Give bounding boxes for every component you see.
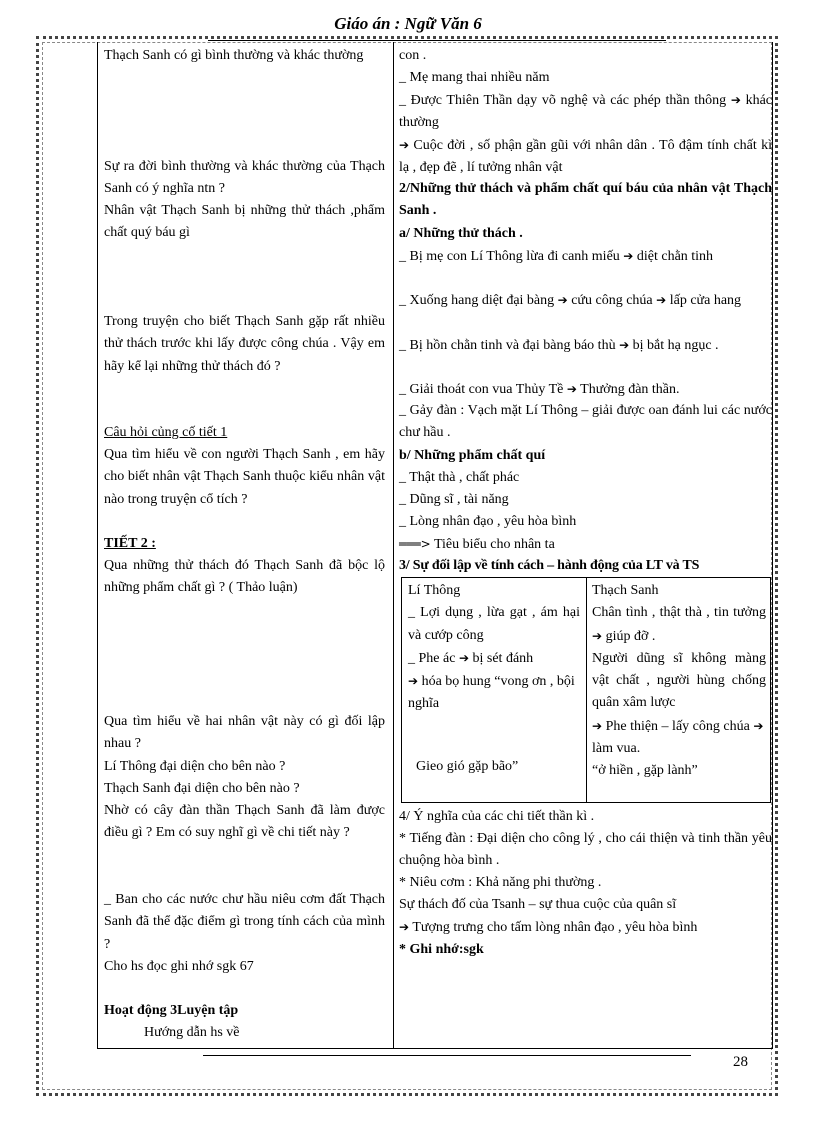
right-arrow-icon: ➔ — [592, 628, 603, 643]
ts-item-3: ➔ Phe thiện – lấy công chúa ➔ làm vua. — [592, 718, 764, 757]
question-8: Thạch Sanh đại diện cho bên nào ? — [104, 781, 300, 796]
quality-1: _ Thật thà , chất phác — [399, 470, 520, 485]
section-4-heading: 4/ Ý nghĩa của các chi tiết thần kì . — [399, 809, 595, 824]
lt-item-3: ➔ hóa bọ hung “vong ơn , bội nghĩa — [408, 674, 575, 712]
lesson-2-heading: TIẾT 2 : — [104, 536, 156, 551]
right-arrow-icon: ➔ — [399, 920, 410, 934]
activity-text: Hướng dẫn hs về — [144, 1025, 240, 1040]
question-1: Thạch Sanh có gì bình thường và khác thường — [104, 48, 364, 63]
question-10: _ Ban cho các nước chư hầu niêu cơm đất Thạch Sanh đã thể đặc điểm gì trong tính cách của mình ? — [104, 892, 385, 952]
meaning-1: * Tiếng đàn : Đại diện cho công lý , cho cái thiện và tinh thần yêu chuộng hòa bình . — [399, 831, 772, 869]
lt-item-1: _ Lợi dụng , lừa gạt , ám hại và cướp công — [408, 605, 580, 643]
lt-item-4: Gieo gió gặp bão” — [416, 759, 519, 774]
question-3: Nhân vật Thạch Sanh bị những thử thách ,phẩm chất quý báu gì — [104, 203, 385, 241]
trial-1: _ Bị mẹ con Lí Thông lừa đi canh miếu ➔ diệt chằn tinh — [399, 249, 714, 264]
ts-item-2: Người dũng sĩ không màng vật chất , người hùng chống quân xâm lược — [592, 650, 766, 711]
right-arrow-icon: ➔ — [408, 674, 419, 689]
quality-2: _ Dũng sĩ , tài năng — [399, 492, 509, 507]
trial-4: _ Giải thoát con vua Thủy Tề ➔ Thưởng đàn thần. — [399, 382, 680, 397]
line-con: con . — [399, 48, 427, 63]
right-arrow-icon: ➔ — [566, 382, 577, 396]
meaning-3: Sự thách đố của Tsanh – sự thua cuộc của quân sĩ — [399, 897, 677, 912]
comparison-lt-column — [408, 580, 580, 802]
activity-heading: Hoạt động 3Luyện tập — [104, 1003, 239, 1018]
trial-3: _ Bị hồn chằn tinh và đại bàng báo thù ➔ bị bắt hạ ngục . — [399, 338, 719, 353]
ts-item-4: “ở hiền , gặp lành” — [592, 763, 698, 779]
right-arrow-icon: ➔ — [399, 138, 410, 152]
right-arrow-icon: ➔ — [656, 293, 667, 307]
header-rule — [208, 40, 666, 41]
sub-a-heading: a/ Những thử thách . — [399, 226, 523, 241]
quality-3: _ Lòng nhân đạo , yêu hòa bình — [399, 514, 577, 529]
note: * Ghi nhớ:sgk — [399, 942, 484, 957]
line-pregnant: _ Mẹ mang thai nhiều năm — [399, 70, 550, 85]
quality-conclusion: ═══> Tiêu biểu cho nhân ta — [399, 537, 555, 552]
question-7: Lí Thông đại diện cho bên nào ? — [104, 759, 286, 774]
double-arrow-icon: ═══> — [399, 537, 431, 551]
line-taught: _ Được Thiên Thần dạy võ nghệ và các phép thần thông ➔ khác thường — [399, 93, 773, 131]
meaning-2: * Niêu cơm : Khả năng phi thường . — [399, 875, 602, 890]
right-arrow-icon: ➔ — [619, 338, 630, 352]
column-divider — [393, 42, 394, 1048]
section-2-heading: 2/Những thử thách và phẩm chất quí báu của nhân vật Thạch Sanh . — [399, 181, 772, 219]
right-column — [399, 42, 772, 1048]
header-title: Giáo án : Ngữ Văn 6 — [334, 14, 482, 33]
comparison-table — [401, 577, 771, 803]
right-arrow-icon: ➔ — [730, 93, 741, 107]
right-arrow-icon: ➔ — [623, 249, 634, 263]
lt-header: Lí Thông — [408, 583, 461, 598]
ts-item-1: Chân tình , thật thà , tin tưởng ➔ giúp đỡ . — [592, 605, 766, 644]
comparison-ts-column — [592, 580, 766, 802]
sub-b-heading: b/ Những phẩm chất quí — [399, 448, 546, 463]
question-4: Trong truyện cho biết Thạch Sanh gặp rất nhiều thử thách trước khi lấy được công chúa . Vậy em hãy kể lại những thử thách đó ? — [104, 314, 385, 374]
right-arrow-icon: ➔ — [458, 650, 469, 665]
meaning-4: ➔ Tượng trưng cho tấm lòng nhân đạo , yêu hòa bình — [399, 920, 698, 935]
line-life: ➔ Cuộc đời , số phận gần gũi với nhân dân . Tô đậm tính chất kì lạ , đẹp đẽ , lí tưởng nhân vật — [399, 138, 772, 176]
question-11: Cho hs đọc ghi nhớ sgk 67 — [104, 959, 254, 974]
lt-item-2: _ Phe ác ➔ bị sét đánh — [408, 650, 534, 666]
trial-2: _ Xuống hang diệt đại bàng ➔ cứu công chúa ➔ lấp cửa hang — [399, 293, 742, 308]
comparison-divider — [586, 578, 587, 802]
question-5: Qua những thử thách đó Thạch Sanh đã bộc lộ những phẩm chất gì ? ( Thảo luận) — [104, 558, 385, 596]
question-2: Sự ra đời bình thường và khác thường của Thạch Sanh có ý nghĩa ntn ? — [104, 159, 385, 197]
right-arrow-icon: ➔ — [557, 293, 568, 307]
footer-rule — [203, 1055, 691, 1056]
ts-header: Thạch Sanh — [592, 583, 659, 598]
trial-5: _ Gảy đàn : Vạch mặt Lí Thông – giải được oan đánh lui các nước chư hầu . — [399, 403, 772, 441]
lesson-table — [97, 42, 773, 1049]
question-9: Nhờ có cây đàn thần Thạch Sanh đã làm được điều gì ? Em có suy nghĩ gì về chi tiết này ? — [104, 803, 385, 841]
section-3-heading: 3/ Sự đối lập về tính cách – hành động của LT và TS — [399, 558, 700, 573]
question-6: Qua tìm hiểu về hai nhân vật này có gì đối lập nhau ? — [104, 714, 385, 752]
review-question: Qua tìm hiểu về con người Thạch Sanh , em hãy cho biết nhân vật Thạch Sanh thuộc kiểu nhân vật nào trong truyện cổ tích ? — [104, 447, 385, 507]
review-heading: Câu hỏi củng cố tiết 1 — [104, 425, 228, 440]
right-arrow-icon: ➔ — [753, 718, 764, 733]
page-number: 28 — [733, 1054, 748, 1070]
left-column — [104, 42, 385, 1048]
right-arrow-icon: ➔ — [592, 718, 603, 733]
